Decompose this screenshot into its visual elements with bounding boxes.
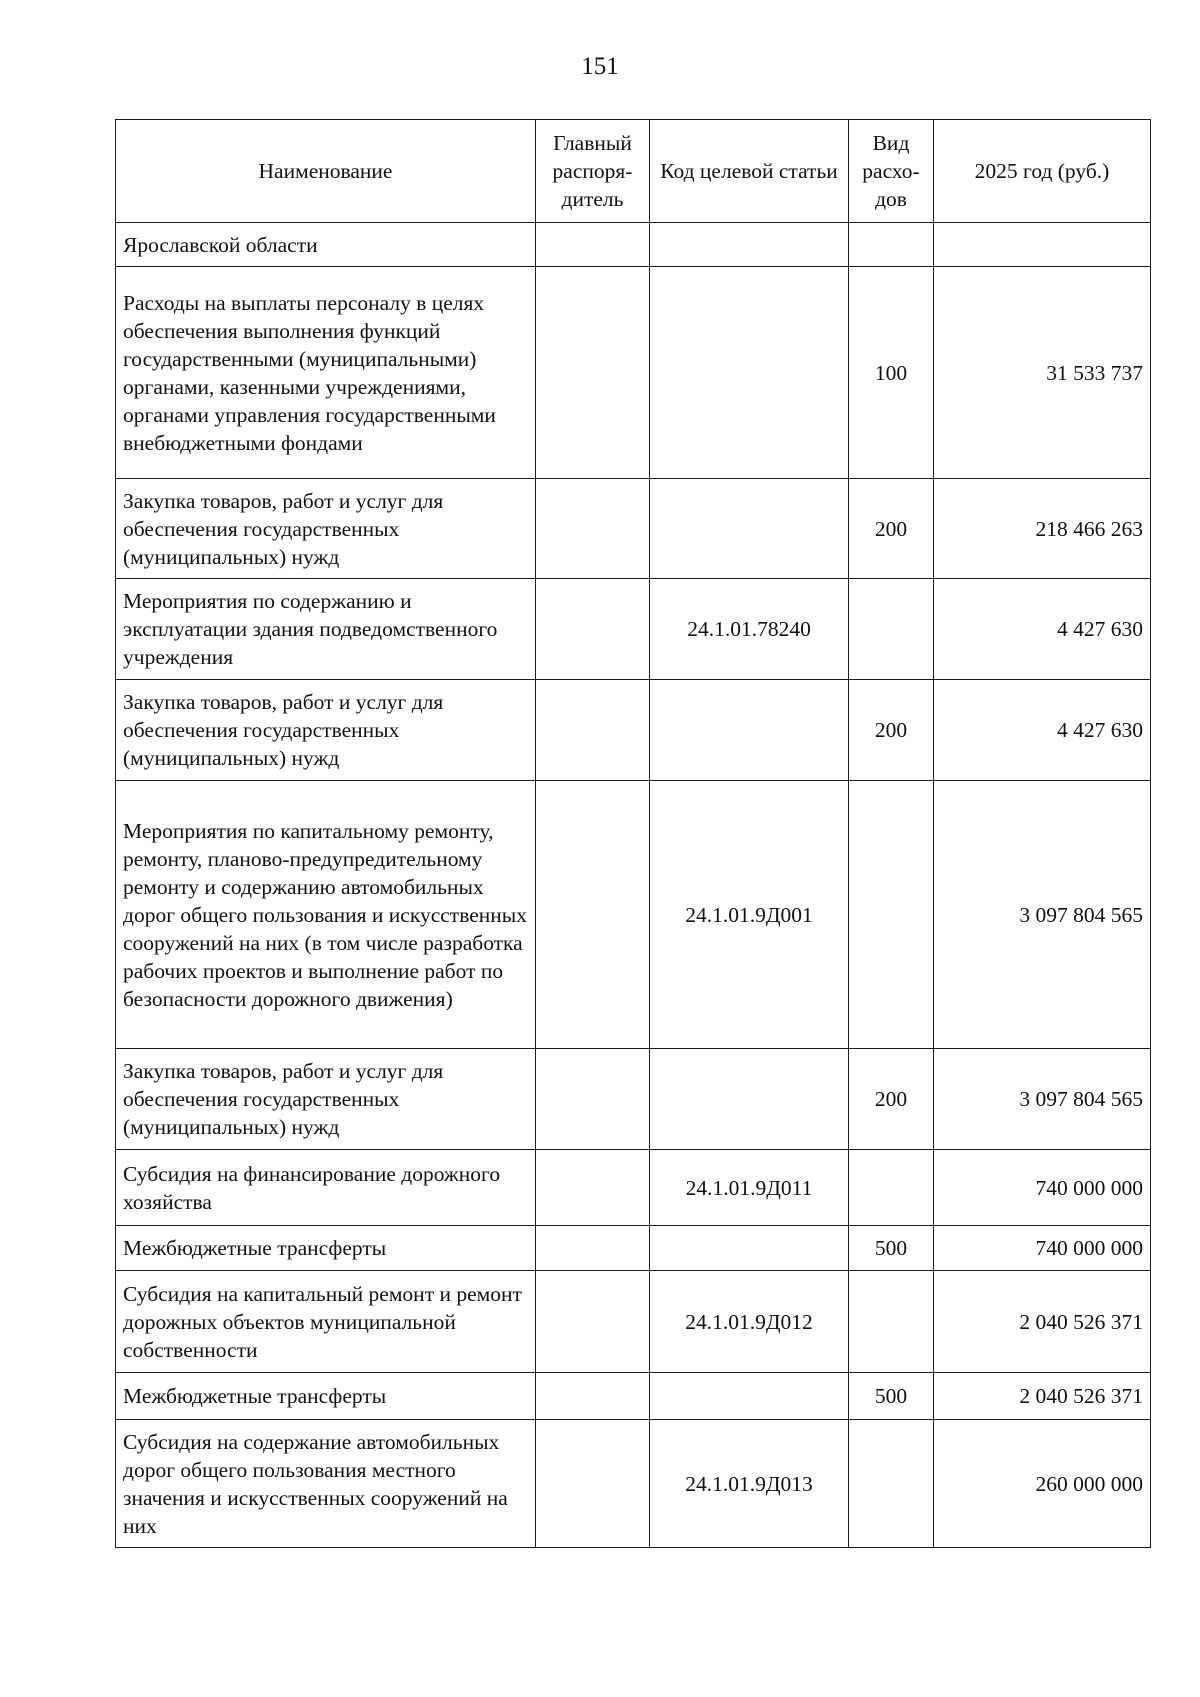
cell-kind bbox=[849, 223, 934, 267]
cell-amount: 3 097 804 565 bbox=[934, 781, 1151, 1049]
cell-grbs bbox=[536, 1373, 650, 1420]
header-grbs: Главный распоря-дитель bbox=[536, 120, 650, 223]
cell-code bbox=[650, 1049, 849, 1150]
cell-code bbox=[650, 267, 849, 479]
table-row bbox=[116, 479, 1151, 579]
cell-kind bbox=[849, 781, 934, 1049]
cell-kind bbox=[849, 1271, 934, 1373]
table-row bbox=[116, 1420, 1151, 1548]
cell-name: Мероприятия по содержанию и эксплуатации здания подведомственного учреждения bbox=[116, 579, 536, 680]
header-amount: 2025 год (руб.) bbox=[934, 120, 1151, 223]
cell-amount: 218 466 263 bbox=[934, 479, 1151, 579]
cell-name: Межбюджетные трансферты bbox=[116, 1373, 536, 1420]
header-kind: Вид расхо-дов bbox=[849, 120, 934, 223]
cell-grbs bbox=[536, 579, 650, 680]
table-row bbox=[116, 1271, 1151, 1373]
cell-code: 24.1.01.9Д013 bbox=[650, 1420, 849, 1548]
cell-code: 24.1.01.78240 bbox=[650, 579, 849, 680]
cell-amount: 2 040 526 371 bbox=[934, 1271, 1151, 1373]
table-row bbox=[116, 1226, 1151, 1271]
cell-grbs bbox=[536, 680, 650, 781]
cell-name: Мероприятия по капитальному ремонту, ремонту, планово-предупредительному ремонту и содержанию автомобильных дорог общего пользования и искусственных сооружений на них (в том числе разработка рабочих проектов и выполнение работ по безопасности дорожного движения) bbox=[116, 781, 536, 1049]
cell-code bbox=[650, 223, 849, 267]
table-row bbox=[116, 1373, 1151, 1420]
cell-grbs bbox=[536, 1420, 650, 1548]
cell-kind bbox=[849, 1420, 934, 1548]
cell-code bbox=[650, 680, 849, 781]
cell-name: Субсидия на содержание автомобильных дорог общего пользования местного значения и искусственных сооружений на них bbox=[116, 1420, 536, 1548]
cell-kind: 500 bbox=[849, 1226, 934, 1271]
cell-kind bbox=[849, 1150, 934, 1226]
header-code: Код целевой статьи bbox=[650, 120, 849, 223]
cell-amount: 740 000 000 bbox=[934, 1226, 1151, 1271]
cell-grbs bbox=[536, 781, 650, 1049]
cell-name: Закупка товаров, работ и услуг для обеспечения государственных (муниципальных) нужд bbox=[116, 1049, 536, 1150]
table-row bbox=[116, 1049, 1151, 1150]
cell-name: Межбюджетные трансферты bbox=[116, 1226, 536, 1271]
cell-kind: 200 bbox=[849, 680, 934, 781]
cell-code: 24.1.01.9Д001 bbox=[650, 781, 849, 1049]
cell-grbs bbox=[536, 479, 650, 579]
cell-amount: 3 097 804 565 bbox=[934, 1049, 1151, 1150]
cell-kind bbox=[849, 579, 934, 680]
cell-name: Закупка товаров, работ и услуг для обеспечения государственных (муниципальных) нужд bbox=[116, 680, 536, 781]
budget-table bbox=[115, 119, 1151, 1548]
cell-kind: 200 bbox=[849, 479, 934, 579]
cell-kind: 100 bbox=[849, 267, 934, 479]
cell-grbs bbox=[536, 1150, 650, 1226]
cell-code bbox=[650, 1226, 849, 1271]
cell-kind: 500 bbox=[849, 1373, 934, 1420]
cell-name: Закупка товаров, работ и услуг для обеспечения государственных (муниципальных) нужд bbox=[116, 479, 536, 579]
table-row bbox=[116, 267, 1151, 479]
header-name: Наименование bbox=[116, 120, 536, 223]
cell-amount: 31 533 737 bbox=[934, 267, 1151, 479]
cell-code: 24.1.01.9Д012 bbox=[650, 1271, 849, 1373]
table-row bbox=[116, 579, 1151, 680]
cell-kind: 200 bbox=[849, 1049, 934, 1150]
table-row bbox=[116, 1150, 1151, 1226]
table-row bbox=[116, 680, 1151, 781]
cell-amount: 4 427 630 bbox=[934, 680, 1151, 781]
cell-name: Субсидия на капитальный ремонт и ремонт дорожных объектов муниципальной собственности bbox=[116, 1271, 536, 1373]
cell-grbs bbox=[536, 267, 650, 479]
cell-grbs bbox=[536, 1226, 650, 1271]
cell-amount: 740 000 000 bbox=[934, 1150, 1151, 1226]
cell-grbs bbox=[536, 223, 650, 267]
cell-amount bbox=[934, 223, 1151, 267]
table-header-row bbox=[116, 120, 1151, 223]
cell-code bbox=[650, 479, 849, 579]
cell-name: Субсидия на финансирование дорожного хозяйства bbox=[116, 1150, 536, 1226]
table-row bbox=[116, 781, 1151, 1049]
cell-amount: 260 000 000 bbox=[934, 1420, 1151, 1548]
cell-name: Ярославской области bbox=[116, 223, 536, 267]
table-row bbox=[116, 223, 1151, 267]
cell-amount: 2 040 526 371 bbox=[934, 1373, 1151, 1420]
cell-name: Расходы на выплаты персоналу в целях обеспечения выполнения функций государственными (муниципальными) органами, казенными учреждениями, органами управления государственными внебюджетными фондами bbox=[116, 267, 536, 479]
cell-code: 24.1.01.9Д011 bbox=[650, 1150, 849, 1226]
cell-grbs bbox=[536, 1271, 650, 1373]
cell-code bbox=[650, 1373, 849, 1420]
page-number: 151 bbox=[581, 53, 619, 80]
cell-amount: 4 427 630 bbox=[934, 579, 1151, 680]
cell-grbs bbox=[536, 1049, 650, 1150]
